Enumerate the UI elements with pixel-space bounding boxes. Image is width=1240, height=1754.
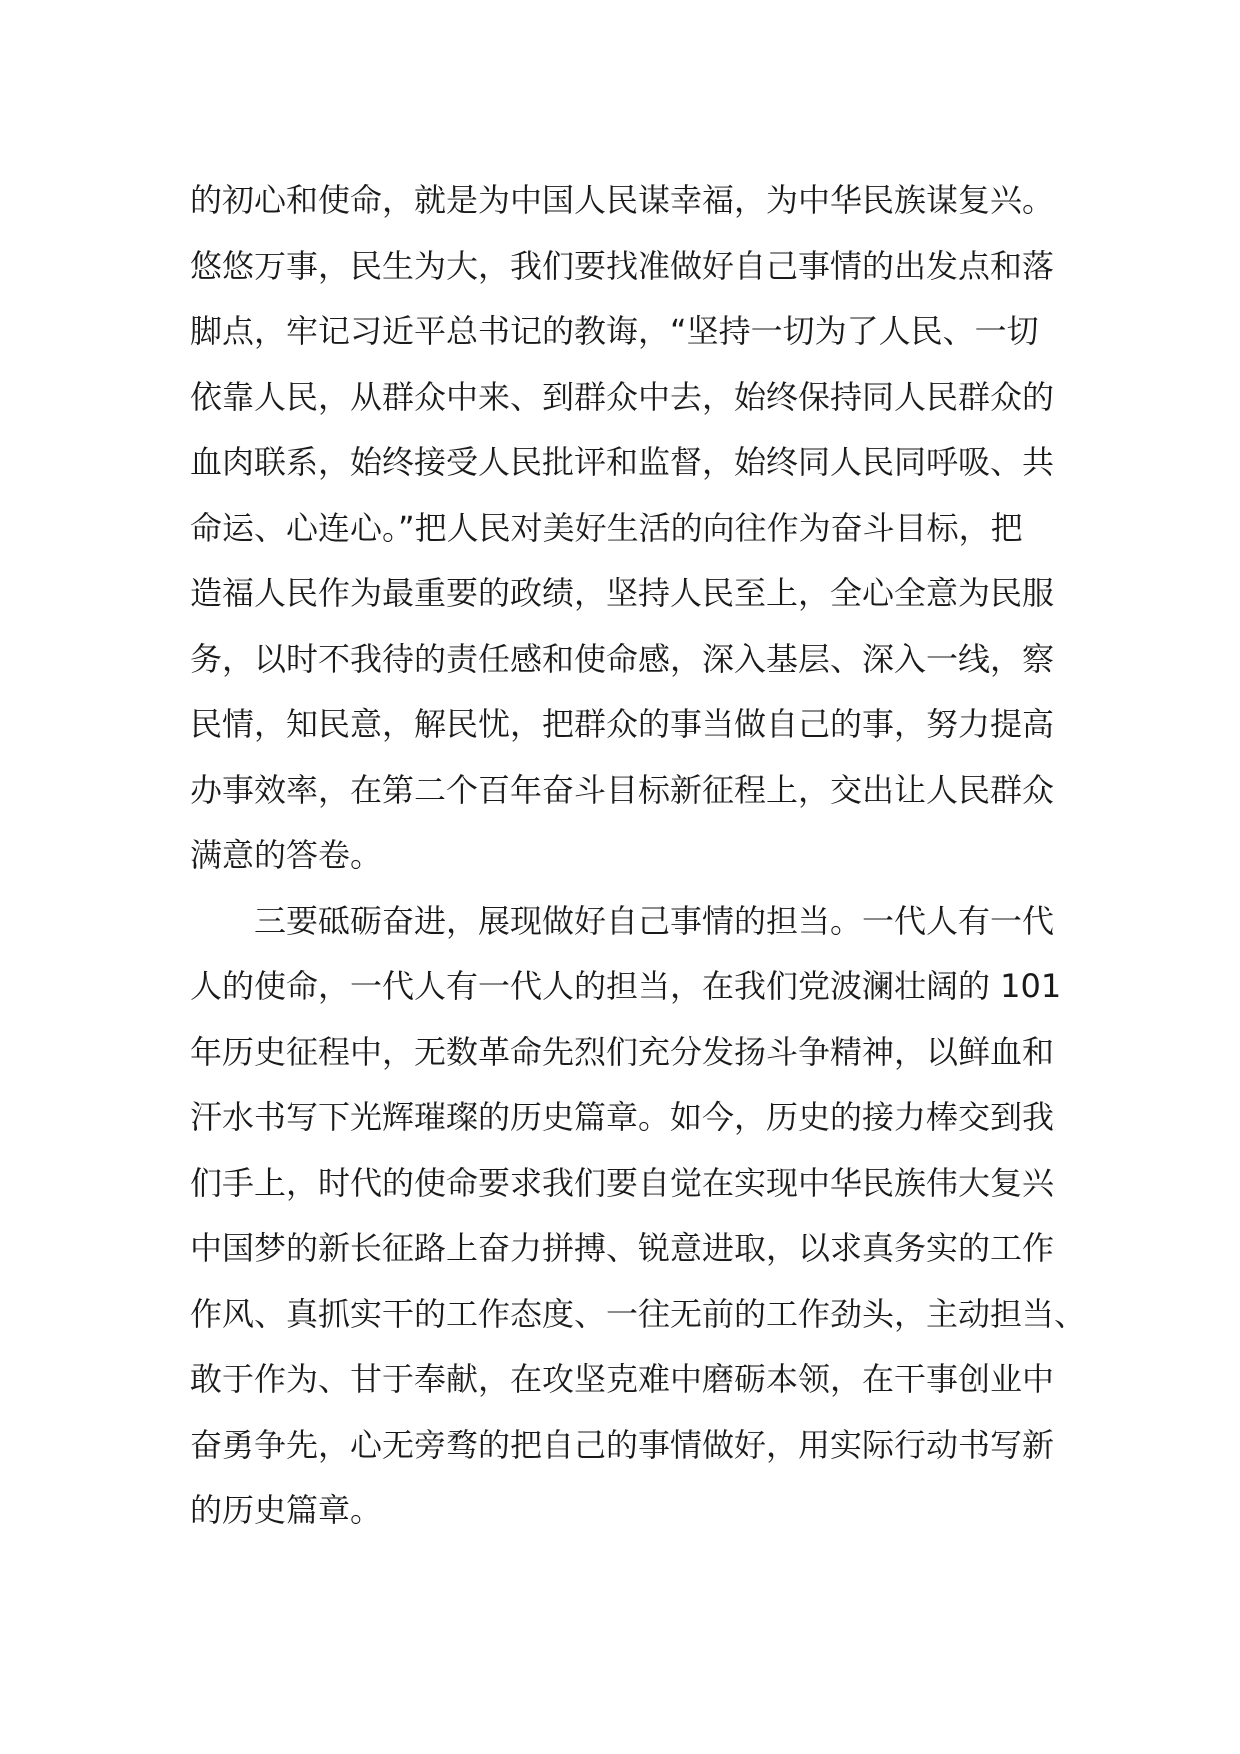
paragraph-2-line: 三要砥砺奋进，展现做好自己事情的担当。一代人有一代 bbox=[254, 901, 1055, 940]
paragraph-2-line: 中国梦的新长征路上奋力拼搏、锐意进取，以求真务实的工作 bbox=[190, 1229, 1055, 1267]
paragraph-1-line: 命运、心连心。”把人民对美好生活的向往作为奋斗目标，把 bbox=[190, 508, 1023, 547]
paragraph-1-line: 民情，知民意，解民忧，把群众的事当做自己的事，努力提高 bbox=[190, 705, 1055, 743]
paragraph-2-line: 作风、真抓实干的工作态度、一往无前的工作劲头，主动担当、 bbox=[190, 1294, 1087, 1333]
paragraph-1-line: 办事效率，在第二个百年奋斗目标新征程上，交出让人民群众 bbox=[190, 770, 1055, 809]
document-body bbox=[190, 168, 1087, 1544]
paragraph-2-line: 人的使命，一代人有一代人的担当，在我们党波澜壮阔的 101 bbox=[190, 967, 1062, 1005]
paragraph-2-line: 的历史篇章。 bbox=[190, 1491, 383, 1529]
paragraph-1-line: 血肉联系，始终接受人民批评和监督，始终同人民同呼吸、共 bbox=[190, 443, 1055, 481]
paragraph-2-line: 年历史征程中，无数革命先烈们充分发扬斗争精神，以鲜血和 bbox=[190, 1032, 1055, 1071]
paragraph-2-line: 汗水书写下光辉璀璨的历史篇章。如今，历史的接力棒交到我 bbox=[190, 1098, 1055, 1136]
paragraph-2-line: 们手上，时代的使命要求我们要自觉在实现中华民族伟大复兴 bbox=[190, 1163, 1055, 1202]
paragraph-1-line: 悠悠万事，民生为大，我们要找准做好自己事情的出发点和落 bbox=[190, 246, 1055, 285]
paragraph-1-line: 脚点，牢记习近平总书记的教诲，“坚持一切为了人民、一切 bbox=[190, 312, 1039, 350]
paragraph-2-line: 奋勇争先，心无旁骛的把自己的事情做好，用实际行动书写新 bbox=[190, 1425, 1055, 1464]
paragraph-1-line: 造福人民作为最重要的政绩，坚持人民至上，全心全意为民服 bbox=[190, 574, 1055, 612]
paragraph-1-line: 务，以时不我待的责任感和使命感，深入基层、深入一线，察 bbox=[190, 639, 1055, 678]
paragraph-1-line: 的初心和使命，就是为中国人民谋幸福，为中华民族谋复兴。 bbox=[190, 181, 1055, 219]
paragraph-1-line: 满意的答卷。 bbox=[190, 836, 383, 874]
paragraph-2-line: 敢于作为、甘于奉献，在攻坚克难中磨砺本领，在干事创业中 bbox=[190, 1360, 1055, 1398]
paragraph-1-line: 依靠人民，从群众中来、到群众中去，始终保持同人民群众的 bbox=[190, 377, 1055, 416]
paragraph-1 bbox=[190, 168, 1070, 889]
paragraph-2 bbox=[190, 889, 1087, 1544]
